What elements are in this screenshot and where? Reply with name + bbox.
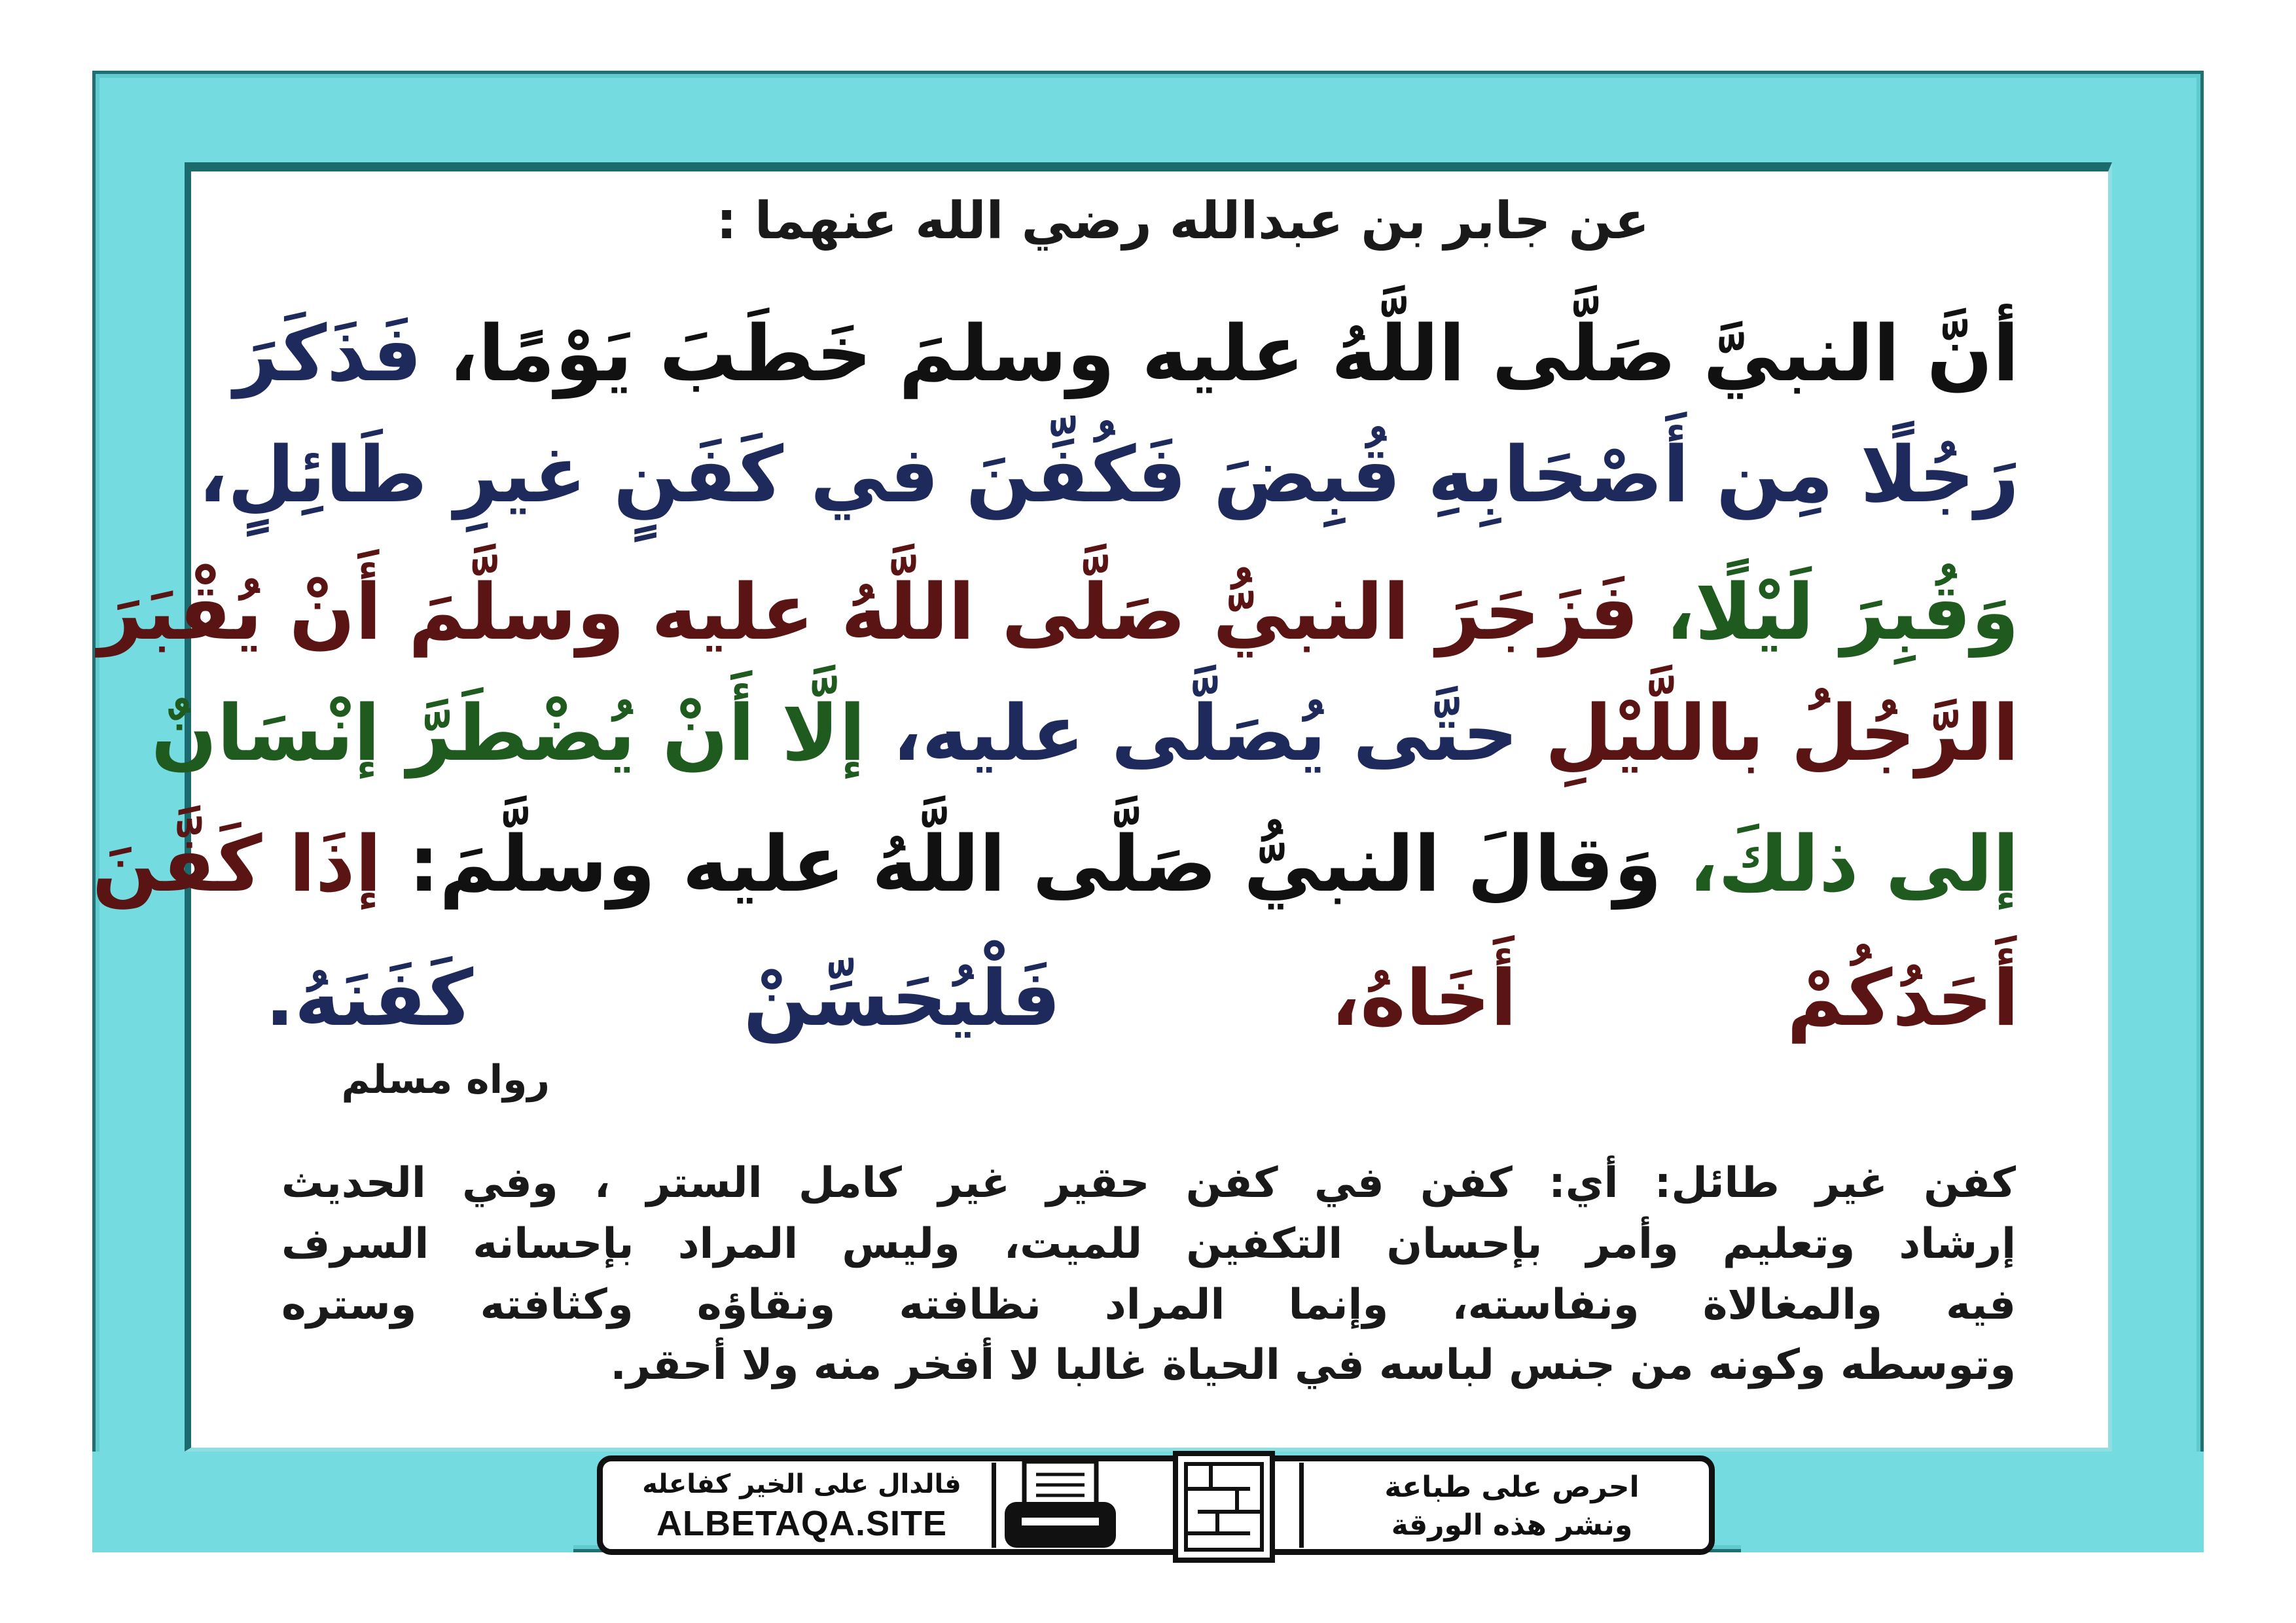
hadith-segment: إذَا كَفَّنَ <box>92 819 382 909</box>
hadith-line <box>265 933 2019 1063</box>
hadith-segment: رَجُلًا مِن أَصْحَابِهِ قُبِضَ فَكُفِّنَ في كَفَنٍ غيرِ طَائِلٍ، <box>198 429 2019 520</box>
explanation-line: وتوسطه وكونه من جنس لباسه في الحياة غالبا لا أفخر منه ولا أحقر. <box>610 1341 2016 1389</box>
hadith-line <box>98 546 2019 677</box>
hadith-line <box>198 409 2019 540</box>
hadith-segment: إلى ذلكَ، <box>1662 819 2019 909</box>
narrator-reference: رواه مسلم <box>341 1057 550 1103</box>
hadith-segment: فَذَكَرَ <box>234 308 422 399</box>
hadith-line <box>234 288 2019 419</box>
hadith-line <box>151 668 2019 798</box>
explanation-line: إرشاد وتعليم وأمر بإحسان التكفين للميت، وليس المراد بإحسانه السرف <box>281 1220 2016 1268</box>
hadith-segment: وَقُبِرَ لَيْلًا، <box>1638 567 2019 657</box>
explanation-line: كفن غير طائل: أي: كفن في كفن حقير غير كامل الستر ، وفي الحديث <box>281 1159 2016 1207</box>
footer-call-line-2: ونشر هذه الورقة <box>1391 1508 1633 1542</box>
hadith-segment: أنَّ النبيَّ صَلَّى اللَّهُ عليه وسلمَ خَطَبَ يَوْمًا، <box>422 308 2019 399</box>
hadith-line <box>92 798 2019 929</box>
hadith-segment: فَلْيُحَسِّنْ كَفَنَهُ. <box>265 953 1061 1043</box>
footer-divider <box>1299 1463 1304 1548</box>
hadith-segment: فَزَجَرَ النبيُّ صَلَّى اللَّهُ عليه وسلَّمَ أَنْ يُقْبَرَ <box>98 567 1639 657</box>
footer-site-url[interactable]: ALBETAQA.SITE <box>656 1504 947 1543</box>
explanation-line: فيه والمغالاة ونفاسته، وإنما المراد نظافته ونقاؤه وكثافته وستره <box>281 1281 2016 1329</box>
frame-bottom-left <box>92 1452 573 1552</box>
hadith-segment: وَقالَ النبيُّ صَلَّى اللَّهُ عليه وسلَّمَ: <box>382 819 1662 909</box>
frame-bottom-right <box>1741 1452 2204 1552</box>
footer-call-to-action <box>1329 1469 1695 1547</box>
hadith-segment: الرَّجُلُ باللَّيْلِ <box>1518 688 2019 778</box>
footer-site-block <box>619 1466 985 1544</box>
hadith-segment: أَحَدُكُمْ أَخَاهُ، <box>1060 953 2019 1043</box>
printer-icon <box>998 1456 1122 1554</box>
hadith-segment: إلَّا أَنْ يُضْطَرَّ إنْسَانٌ <box>151 688 866 778</box>
hadith-segment: حتَّى يُصَلَّى عليه، <box>865 688 1518 778</box>
footer-call-line-1: احرص على طباعة <box>1384 1471 1640 1504</box>
hadith-intro: عن جابر بن عبدالله رضي الله عنهما : <box>716 192 1649 251</box>
footer-divider <box>992 1463 996 1548</box>
dawat-alwaraqa-logo <box>1172 1450 1276 1564</box>
footer-slogan: فالدال على الخير كفاعله <box>642 1469 961 1499</box>
